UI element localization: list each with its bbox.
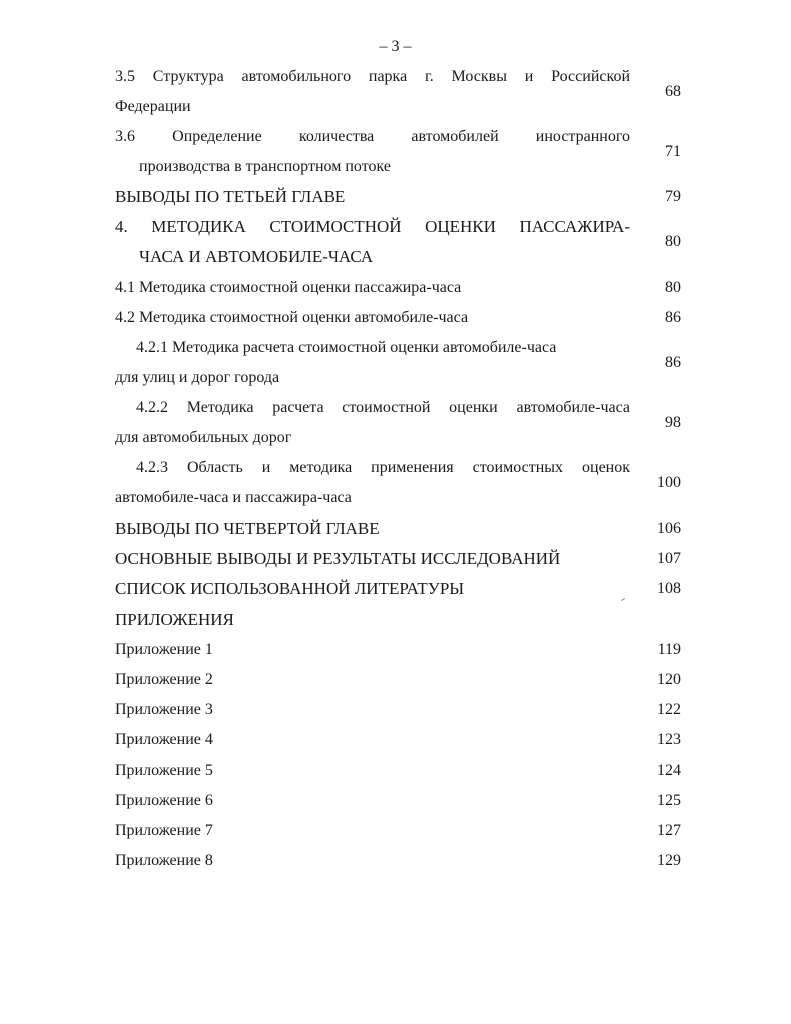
toc-entry-appendix-3[interactable]	[115, 695, 681, 725]
toc-entry-title: 4.2.2 Методика расчета стоимостной оценки автомобиле-часа	[136, 399, 630, 416]
toc-entry-main-conclusions[interactable]	[115, 544, 681, 574]
toc-entry-appendix-6[interactable]	[115, 786, 681, 816]
toc-entry-appendix-7[interactable]	[115, 816, 681, 846]
toc-entry-title: Приложение 6	[115, 792, 213, 809]
toc-entry-title: 3.5 Структура автомобильного парка г. Москвы и Российской	[115, 68, 630, 85]
toc-page-number: 119	[657, 641, 681, 658]
toc-page-number: 125	[657, 792, 681, 809]
toc-entry-title: ВЫВОДЫ ПО ЧЕТВЕРТОЙ ГЛАВЕ	[115, 519, 380, 538]
toc-entry-title: Приложение 2	[115, 671, 213, 688]
toc-entry-title: 4.2 Методика стоимостной оценки автомобиле-часа	[115, 309, 469, 326]
toc-page-number: 100	[657, 474, 681, 491]
page-number: – 3 –	[379, 38, 412, 55]
toc-entry-title: Приложение 5	[115, 762, 213, 779]
toc-entry-4-2[interactable]	[115, 303, 681, 333]
toc-entry-appendix-8[interactable]	[115, 846, 681, 876]
toc-entry-3-5[interactable]	[115, 62, 681, 122]
toc-entry-title-cont: производства в транспортном потоке	[139, 158, 391, 175]
toc-page-number: 86	[665, 354, 681, 371]
toc-entry-title: Приложение 4	[115, 731, 213, 748]
toc-entry-title-cont: ЧАСА И АВТОМОБИЛЕ-ЧАСА	[139, 247, 374, 266]
toc-entry-title-cont: Федерации	[115, 98, 191, 115]
toc-entry-appendix-4[interactable]	[115, 725, 681, 755]
toc-page-number: 106	[657, 520, 681, 537]
toc-entry-4-2-1[interactable]	[115, 333, 681, 393]
toc-entry-chapter4-conclusions[interactable]	[115, 514, 681, 544]
toc-entry-title: 4.1 Методика стоимостной оценки пассажира-часа	[115, 279, 462, 296]
toc-page-number: 120	[657, 671, 681, 688]
toc-entry-title: 3.6 Определение количества автомобилей иностранного	[115, 128, 630, 145]
toc-entry-title: ПРИЛОЖЕНИЯ	[115, 610, 234, 629]
toc-entry-4-2-2[interactable]	[115, 393, 681, 453]
toc-entry-references[interactable]	[115, 574, 681, 604]
toc-entry-appendix-1[interactable]	[115, 635, 681, 665]
toc-entry-4-2-3[interactable]	[115, 453, 681, 513]
toc-page-number: 68	[665, 83, 681, 100]
toc-entry-appendix-2[interactable]	[115, 665, 681, 695]
toc-entry-3-6[interactable]	[115, 122, 681, 182]
toc-entry-title: Приложение 7	[115, 822, 213, 839]
toc-page-number: 98	[665, 414, 681, 431]
toc-entry-title-cont: для автомобильных дорог	[115, 429, 292, 446]
toc-page-number: 127	[657, 822, 681, 839]
toc-entry-chapter3-conclusions[interactable]	[115, 182, 681, 212]
toc-page-number: 122	[657, 701, 681, 718]
toc-entry-title-cont: для улиц и дорог города	[115, 369, 280, 386]
toc-page-number: 108	[657, 580, 681, 597]
toc-entry-title: ВЫВОДЫ ПО ТЕТЬЕЙ ГЛАВЕ	[115, 187, 346, 206]
toc-page-number: 80	[665, 233, 681, 250]
toc-page-number: 80	[665, 279, 681, 296]
toc-entry-title: Приложение 3	[115, 701, 213, 718]
toc-entry-title: 4.2.3 Область и методика применения стоимостных оценок	[136, 459, 630, 476]
toc-page-number: 123	[657, 731, 681, 748]
toc-entry-appendices[interactable]	[115, 605, 681, 635]
toc-entry-title: 4. МЕТОДИКА СТОИМОСТНОЙ ОЦЕНКИ ПАССАЖИРА-	[115, 217, 630, 236]
toc-page-number: 124	[657, 762, 681, 779]
toc-page-number: 86	[665, 309, 681, 326]
toc-page-number: 107	[657, 550, 681, 567]
toc-entry-title-cont: автомобиле-часа и пассажира-часа	[115, 489, 352, 506]
toc-page-number: 79	[665, 188, 681, 205]
toc-entry-title: ОСНОВНЫЕ ВЫВОДЫ И РЕЗУЛЬТАТЫ ИССЛЕДОВАНИЙ	[115, 549, 561, 568]
toc-entry-chapter-4[interactable]	[115, 212, 681, 272]
toc-page-number: 129	[657, 852, 681, 869]
toc-entry-title: СПИСОК ИСПОЛЬЗОВАННОЙ ЛИТЕРАТУРЫ	[115, 579, 465, 598]
toc-page-number: 71	[665, 143, 681, 160]
toc-entry-appendix-5[interactable]	[115, 756, 681, 786]
toc-entry-title: Приложение 1	[115, 641, 213, 658]
toc-entry-4-1[interactable]	[115, 273, 681, 303]
toc-entry-title: Приложение 8	[115, 852, 213, 869]
toc-entry-title: 4.2.1 Методика расчета стоимостной оценки автомобиле-часа	[136, 339, 557, 356]
